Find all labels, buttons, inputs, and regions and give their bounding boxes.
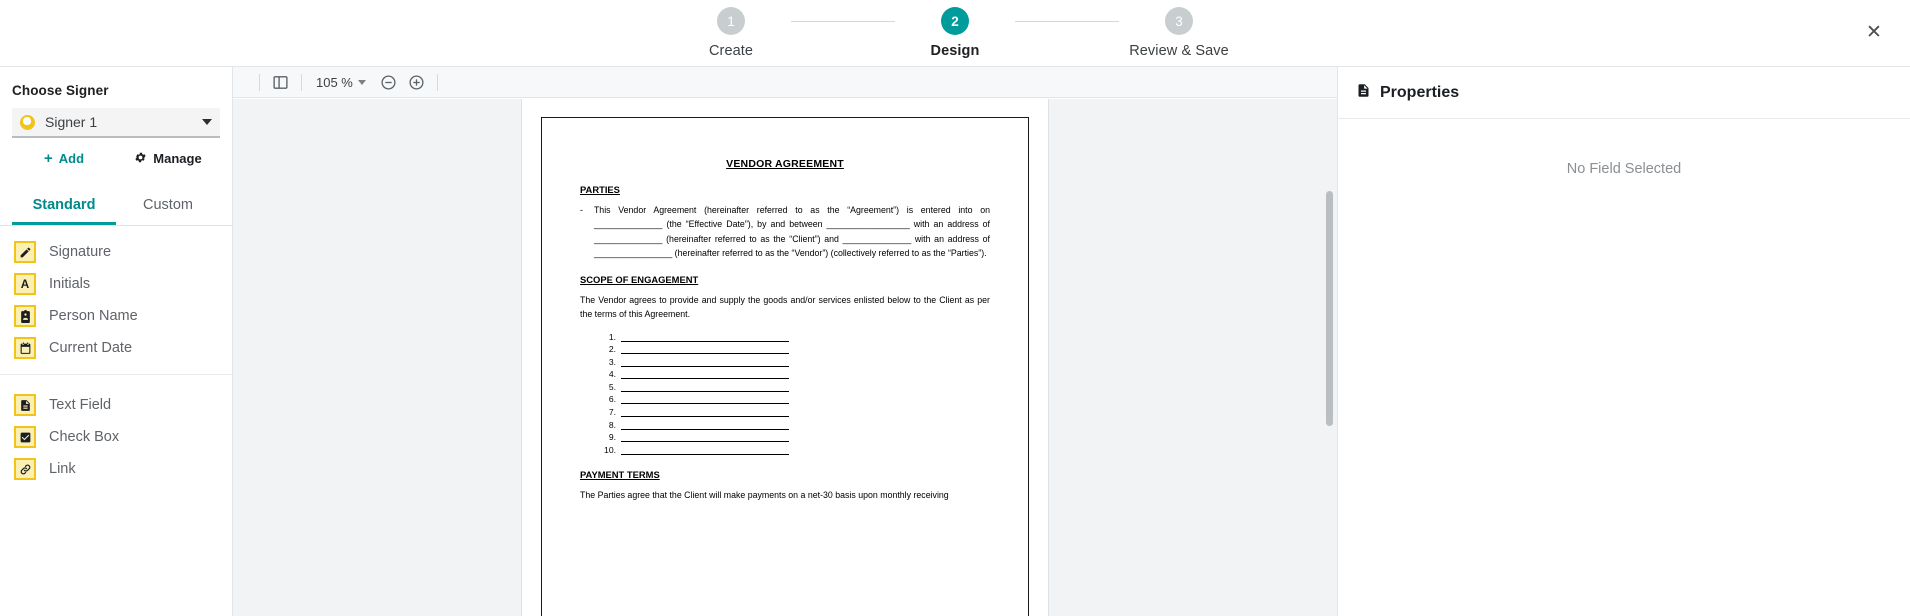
properties-empty-message: No Field Selected (1566, 161, 1682, 177)
blank-line (621, 345, 789, 354)
plus-icon: + (43, 150, 53, 167)
step-create[interactable] (671, 7, 791, 59)
document-scope-text: The Vendor agrees to provide and supply the goods and/or services enlisted below to the Client as per the terms of this Agreement. (580, 295, 990, 320)
document-canvas[interactable] (233, 99, 1337, 616)
blank-line (621, 333, 789, 342)
close-icon[interactable]: ✕ (1866, 21, 1882, 43)
chevron-down-icon (358, 80, 366, 85)
field-item-current-date[interactable] (0, 332, 232, 364)
field-list (0, 226, 232, 485)
blank-line (621, 383, 789, 392)
wizard-stepper (671, 7, 1239, 59)
tab-custom[interactable]: Custom (143, 197, 193, 213)
panel-toggle-icon[interactable] (272, 74, 289, 91)
blank-line (621, 408, 789, 417)
list-item (601, 382, 990, 392)
field-group-inputs (0, 374, 232, 485)
document-page[interactable] (522, 99, 1048, 616)
list-item-number: 3. (608, 356, 616, 367)
blank-line (621, 370, 789, 379)
checkbox-icon (14, 426, 36, 448)
step-design-label: Design (930, 43, 980, 59)
zoom-level-dropdown[interactable] (316, 75, 366, 90)
zoom-level-value: 105 % (316, 74, 353, 90)
properties-panel (1337, 66, 1910, 616)
field-category-tabs (0, 187, 232, 226)
list-item (601, 445, 990, 455)
bullet-dash: - (580, 205, 583, 215)
properties-header (1338, 67, 1910, 119)
stepper-connector-1 (791, 21, 895, 22)
field-item-link[interactable] (0, 453, 232, 485)
blank-line (621, 421, 789, 430)
list-item-number: 9. (608, 432, 616, 443)
properties-title: Properties (1380, 84, 1460, 101)
step-design[interactable] (895, 7, 1015, 59)
manage-signers-button[interactable] (116, 150, 220, 167)
field-item-signature[interactable] (0, 236, 232, 268)
field-item-check-box[interactable] (0, 421, 232, 453)
letter-a-icon (14, 273, 36, 295)
step-review-save[interactable] (1119, 7, 1239, 59)
field-item-current-date-label: Current Date (49, 340, 133, 356)
document-properties-icon (1356, 83, 1371, 103)
step-create-number: 1 (717, 7, 745, 35)
signer-actions (12, 150, 220, 167)
add-signer-label: Add (58, 151, 85, 166)
field-item-link-label: Link (49, 461, 76, 477)
pencil-icon (14, 241, 36, 263)
canvas-scrollbar-thumb[interactable] (1326, 191, 1333, 426)
list-item (601, 344, 990, 354)
field-item-signature-label: Signature (49, 244, 112, 260)
add-signer-button[interactable] (12, 150, 116, 167)
document-parties-text: This Vendor Agreement (hereinafter referred to as the “Agreement”) is entered into on ______________ (the “Effective Date”), by and between _________________ with an address of ______________ (hereinafter referred to as the “Client”) and ______________ with an address of ________________ (hereinafter referred to as the “Vendor”) (collectively referred to as the “Parties”). (593, 205, 990, 258)
blank-line (621, 433, 789, 442)
list-item (601, 332, 990, 342)
manage-signers-label: Manage (153, 151, 202, 166)
blank-line (621, 395, 789, 404)
choose-signer-label: Choose Signer (12, 83, 109, 98)
step-create-label: Create (708, 43, 754, 59)
field-item-initials-label: Initials (49, 276, 91, 292)
list-item-number: 5. (608, 381, 616, 392)
field-item-initials[interactable] (0, 268, 232, 300)
signer-select-value: Signer 1 (45, 114, 98, 130)
list-item-number: 2. (608, 344, 616, 355)
field-group-identity (0, 236, 232, 364)
tab-standard[interactable]: Standard (12, 187, 116, 225)
field-item-text-field-label: Text Field (49, 397, 112, 413)
list-item-number: 6. (608, 394, 616, 405)
stepper-connector-2 (1015, 21, 1119, 22)
step-review-save-label: Review & Save (1129, 43, 1229, 59)
document-text-icon (14, 394, 36, 416)
list-item-number: 8. (608, 419, 616, 430)
document-parties-bullet (580, 203, 990, 260)
document-heading-scope: SCOPE OF ENGAGEMENT (580, 274, 699, 285)
field-item-text-field[interactable] (0, 389, 232, 421)
list-item-number: 1. (608, 331, 616, 342)
signer-select[interactable] (12, 108, 220, 138)
zoom-in-button[interactable] (408, 74, 425, 91)
document-page-content (541, 117, 1029, 616)
wizard-topbar (0, 0, 1910, 66)
gear-icon (134, 151, 147, 167)
document-title: VENDOR AGREEMENT (726, 158, 844, 170)
user-avatar-icon (20, 115, 35, 130)
list-item (601, 432, 990, 442)
list-item (601, 369, 990, 379)
toolbar-divider-3 (437, 74, 438, 91)
list-item (601, 394, 990, 404)
document-toolbar (233, 66, 1337, 98)
list-item-number: 10. (604, 444, 616, 455)
zoom-buttons (380, 74, 425, 91)
field-item-check-box-label: Check Box (49, 429, 120, 445)
toolbar-divider-2 (301, 74, 302, 91)
fields-sidebar (0, 66, 233, 616)
step-review-save-number: 3 (1165, 7, 1193, 35)
toolbar-divider-1 (259, 74, 260, 91)
field-item-person-name-label: Person Name (49, 308, 138, 324)
list-item (601, 357, 990, 367)
svg-text:A: A (20, 278, 30, 291)
link-icon (14, 458, 36, 480)
list-item (601, 420, 990, 430)
document-heading-payment: PAYMENT TERMS (580, 468, 660, 480)
chevron-down-icon (202, 119, 212, 125)
list-item-number: 7. (608, 407, 616, 418)
list-item (601, 407, 990, 417)
blank-line (621, 446, 789, 455)
document-payment-text: The Parties agree that the Client will make payments on a net-30 basis upon monthly receiving (580, 489, 949, 500)
canvas-scrollbar-track[interactable] (1328, 99, 1335, 616)
zoom-out-button[interactable] (380, 74, 397, 91)
list-item-number: 4. (608, 369, 616, 380)
document-services-list (601, 332, 990, 455)
document-heading-parties: PARTIES (580, 184, 620, 195)
step-design-number: 2 (941, 7, 969, 35)
blank-line (621, 358, 789, 367)
id-badge-icon (14, 305, 36, 327)
calendar-icon (14, 337, 36, 359)
field-item-person-name[interactable] (0, 300, 232, 332)
